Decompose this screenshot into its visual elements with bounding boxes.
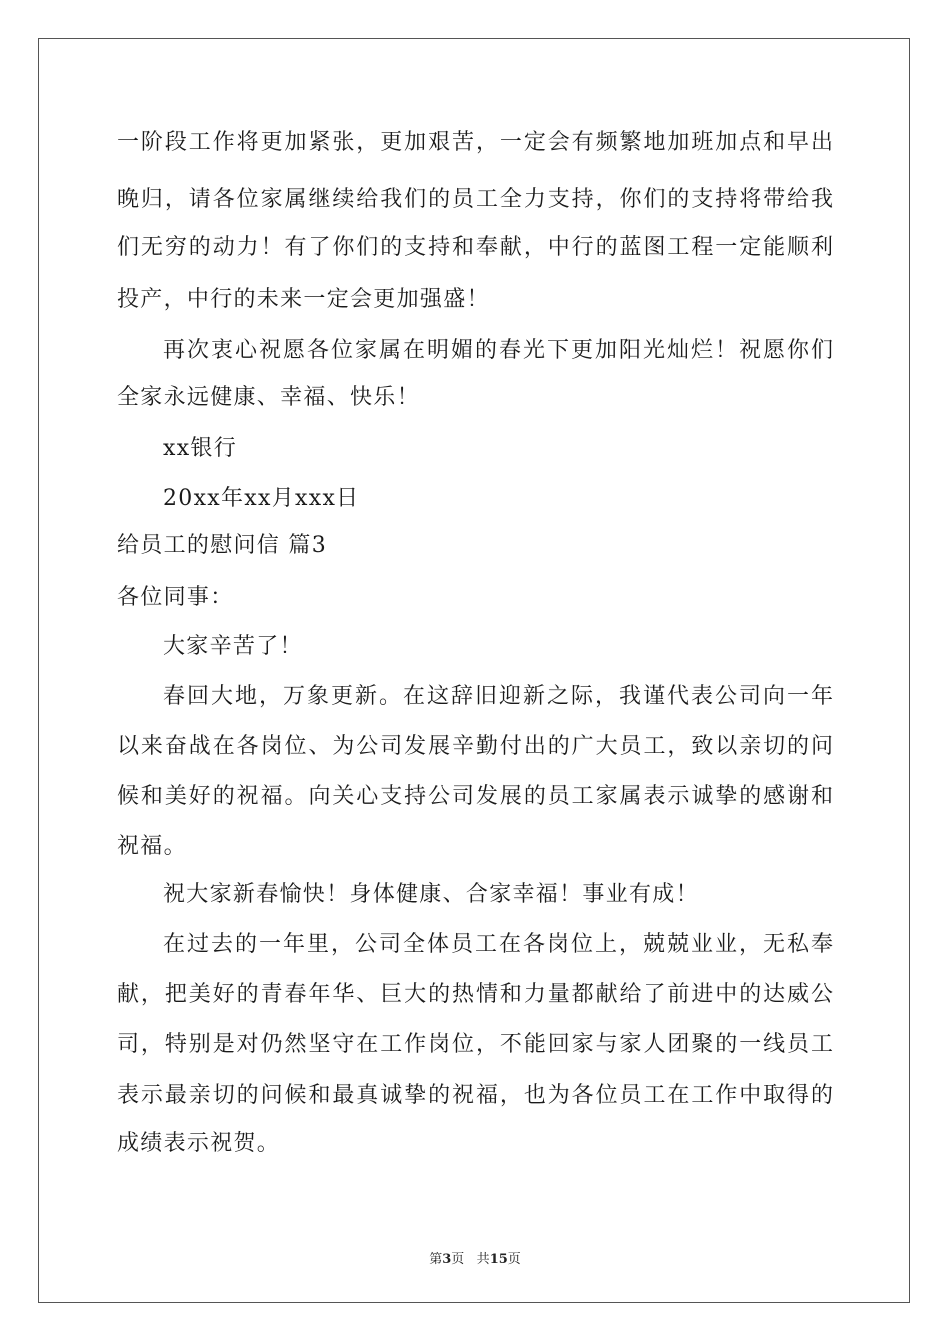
paragraph-line: 表示最亲切的问候和最真诚挚的祝福，也为各位员工在工作中取得的 xyxy=(117,1083,833,1108)
footer-page-unit: 页 xyxy=(451,1252,465,1267)
paragraph-line: 候和美好的祝福。向关心支持公司发展的员工家属表示诚挚的感谢和 xyxy=(117,784,833,809)
salutation: 各位同事： xyxy=(117,585,234,610)
section-heading: 给员工的慰问信 篇3 xyxy=(117,533,327,558)
paragraph-line: 在过去的一年里，公司全体员工在各岗位上，兢兢业业，无私奉 xyxy=(163,932,833,957)
paragraph-line: 祝大家新春愉快！身体健康、合家幸福！事业有成！ xyxy=(163,882,699,907)
greeting: 大家辛苦了！ xyxy=(163,634,303,659)
paragraph-line: 成绩表示祝贺。 xyxy=(117,1131,281,1156)
paragraph-line: 以来奋战在各岗位、为公司发展辛勤付出的广大员工，致以亲切的问 xyxy=(117,734,833,759)
paragraph-line: 再次衷心祝愿各位家属在明媚的春光下更加阳光灿烂！祝愿你们 xyxy=(163,338,833,363)
page-border xyxy=(38,38,910,1303)
paragraph-line: 春回大地，万象更新。在这辞旧迎新之际，我谨代表公司向一年 xyxy=(163,684,833,709)
paragraph-line: 司，特别是对仍然坚守在工作岗位，不能回家与家人团聚的一线员工 xyxy=(117,1032,833,1057)
footer-total-prefix: 共 xyxy=(476,1252,490,1267)
paragraph-line: 晚归，请各位家属继续给我们的员工全力支持，你们的支持将带给我 xyxy=(117,187,833,212)
signature-org: xx银行 xyxy=(163,436,238,461)
footer-total-pages: 15 xyxy=(489,1252,508,1267)
paragraph-line: 投产，中行的未来一定会更加强盛！ xyxy=(117,287,490,312)
paragraph-line: 献，把美好的青春年华、巨大的热情和力量都献给了前进中的达威公 xyxy=(117,982,833,1007)
footer-total-unit: 页 xyxy=(507,1252,521,1267)
paragraph-line: 全家永远健康、幸福、快乐！ xyxy=(117,385,420,410)
footer-prefix: 第 xyxy=(429,1252,443,1267)
footer-page-number: 3 xyxy=(442,1252,452,1267)
page-footer xyxy=(0,1248,950,1267)
paragraph-line: 们无穷的动力！有了你们的支持和奉献，中行的蓝图工程一定能顺利 xyxy=(117,235,833,260)
paragraph-line: 祝福。 xyxy=(117,834,187,859)
paragraph-line: 一阶段工作将更加紧张，更加艰苦，一定会有频繁地加班加点和早出 xyxy=(117,130,833,155)
signature-date: 20xx年xx月xxx日 xyxy=(163,486,360,511)
